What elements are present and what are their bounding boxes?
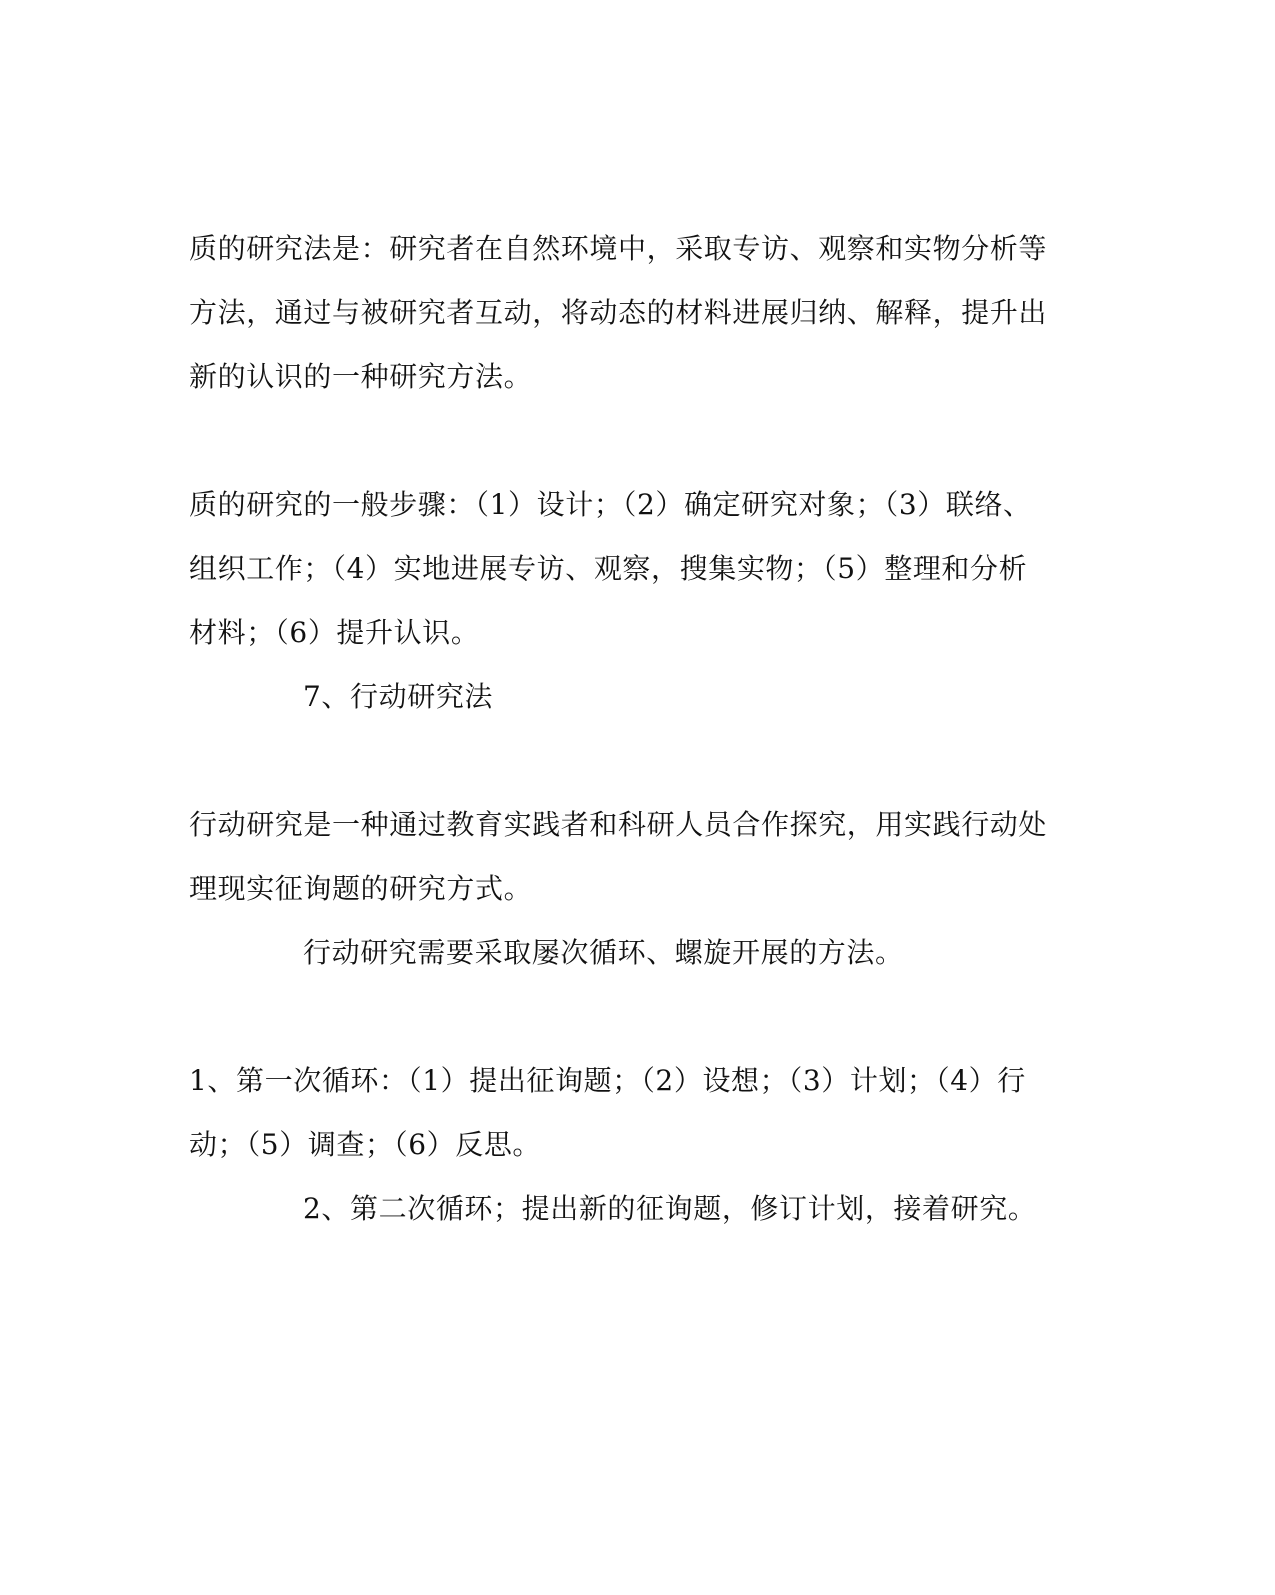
paragraph-line: 质的研究的一般步骤：（1）设计；（2）确定研究对象；（3）联络、 [189, 488, 1032, 521]
paragraph-line: 理现实征询题的研究方式。 [189, 872, 533, 905]
paragraph-line: 方法，通过与被研究者互动，将动态的材料进展归纳、解释，提升出 [189, 296, 1048, 329]
section-heading: 7、行动研究法 [303, 680, 494, 713]
paragraph-line: 质的研究法是：研究者在自然环境中，采取专访、观察和实物分析等 [189, 232, 1048, 265]
paragraph-line: 2、第二次循环；提出新的征询题，修订计划，接着研究。 [303, 1192, 1037, 1225]
paragraph-line: 行动研究是一种通过教育实践者和科研人员合作探究，用实践行动处 [189, 808, 1048, 841]
paragraph-line: 动；（5）调查；（6）反思。 [189, 1128, 542, 1161]
paragraph-line: 组织工作；（4）实地进展专访、观察，搜集实物；（5）整理和分析 [189, 552, 1028, 585]
paragraph-line: 1、第一次循环：（1）提出征询题；（2）设想；（3）计划；（4）行 [189, 1064, 1026, 1097]
paragraph-line: 行动研究需要采取屡次循环、螺旋开展的方法。 [303, 936, 904, 969]
paragraph-line: 材料；（6）提升认识。 [189, 616, 480, 649]
paragraph-line: 新的认识的一种研究方法。 [189, 360, 533, 393]
